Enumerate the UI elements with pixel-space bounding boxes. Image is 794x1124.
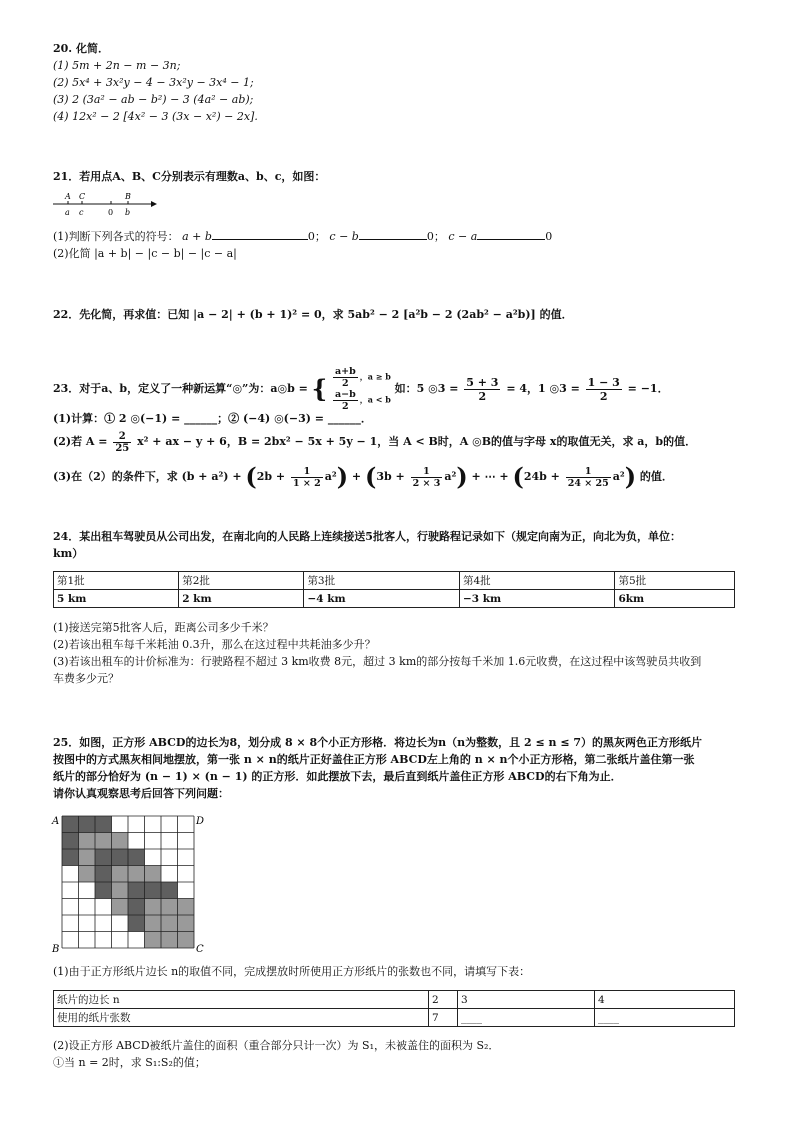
corner-label-C: C: [196, 944, 204, 955]
p3-t4-den: 24 × 25: [567, 477, 609, 489]
table-cell: 4: [595, 991, 735, 1009]
p3-t4-num: 1: [566, 466, 611, 478]
q23-part-1: (1)计算：① 2 ◎(−1) = ______；② (−4) ◎(−3) = ______．: [53, 412, 372, 425]
p3-term-3a: 3b +: [376, 470, 405, 483]
p3-term-1: (b + a²) +: [181, 470, 242, 483]
q24-intro-2: km）: [53, 547, 84, 560]
corner-label-D: D: [196, 816, 205, 827]
example1-result: = 4，1 ◎3 =: [506, 382, 580, 395]
sep-1: ；: [314, 230, 326, 243]
question-25: [53, 734, 754, 802]
q21-parts: [53, 228, 754, 262]
question-24: [53, 528, 754, 562]
p3-prefix: (3)在（2）的条件下，求: [53, 470, 178, 483]
question-20: [53, 40, 754, 125]
table-cell: 纸片的边长 n: [54, 991, 429, 1009]
question-21: [53, 168, 754, 185]
p3-term-2a: 2b +: [256, 470, 286, 483]
q21-title: 21．若用点A、B、C分别表示有理数a、b、c，如图：: [53, 170, 326, 183]
q21-expr-2: c − b: [329, 230, 359, 243]
q21-part-2: (2)化简 |a + b| − |c − b| − |c − a|: [53, 247, 237, 260]
answer-cell[interactable]: ____: [595, 1009, 735, 1027]
table-cell: 使用的纸片张数: [54, 1009, 429, 1027]
table-header-cell: 第2批: [179, 572, 304, 590]
example1-den: 2: [478, 389, 487, 403]
q20-title: 20. 化简．: [53, 42, 109, 55]
q21-expr-1: a + b: [182, 230, 212, 243]
table-cell: 7: [429, 1009, 458, 1027]
p2-frac-den: 25: [115, 442, 130, 454]
q24-part-2: (2)若该出租车每千米耗油 0.3升，那么在这过程中共耗油多少升？: [53, 638, 376, 651]
q23-intro-text: 23．对于a、b，定义了一种新运算“◎”为：a◎b =: [53, 382, 308, 395]
sep-2: ；: [433, 230, 445, 243]
p2-frac-num: 2: [113, 431, 131, 443]
q24-part-3a: (3)若该出租车的计价标准为：行驶路程不超过 3 km收费 8元，超过 3 km的部分按每千米加 1.6元收费，在这过程中该驾驶员共收到: [53, 655, 702, 668]
q24-intro-1: 24．某出租车驾驶员从公司出发，在南北向的人民路上连续接送5批客人，行驶路程记录如下（规定向南为正，向北为负，单位：: [53, 530, 681, 543]
q21-p1-prefix: (1)判断下列各式的符号：: [53, 230, 179, 243]
q23-part-2: [53, 427, 754, 457]
case2-den: 2: [342, 401, 349, 412]
q25-p1-text: (1)由于正方形纸片边长 n的取值不同，完成摆放时所使用正方形纸片的张数也不同，请填写下表：: [53, 965, 531, 978]
answer-cell[interactable]: ____: [458, 1009, 595, 1027]
q20-item-3: (3) 2 (3a² − ab − b²) − 3 (4a² − ab);: [53, 93, 254, 106]
example2-den: 2: [599, 389, 608, 403]
table-row: [54, 991, 735, 1009]
p3-t4-a2: a²: [612, 470, 625, 483]
q23-intro: [53, 366, 754, 410]
q25-part-2: [53, 1037, 754, 1071]
square-abcd-figure: [50, 812, 210, 956]
q25-line-2: 按图中的方式黑灰相间地摆放，第一张 n × n的纸片正好盖住正方形 ABCD左上角的 n × n个小正方形格，第二张纸片盖住第一张: [53, 753, 695, 766]
piecewise-cases: [331, 366, 391, 412]
zero-2: 0: [426, 230, 434, 243]
table-cell: 2 km: [179, 590, 304, 608]
brace: {: [311, 374, 328, 403]
table-cell: 6km: [615, 590, 735, 608]
table-cell: 3: [458, 991, 595, 1009]
q24-part-3b: 车费多少元？: [53, 672, 119, 685]
example-prefix: 如：5 ◎3 =: [394, 382, 459, 395]
trip-table: [53, 571, 735, 608]
point-label-B: B: [125, 192, 131, 201]
q25-p3-text: ①当 n = 2时，求 S₁:S₂的值；: [53, 1056, 206, 1069]
q21-expr-3: c − a: [448, 230, 478, 243]
q24-part-1: (1)接送完第5批客人后，距离公司多少千米？: [53, 621, 274, 634]
case1-cond: ，a ≥ b: [359, 371, 391, 382]
table-header-cell: 第3批: [304, 572, 460, 590]
p3-t2-num: 1: [291, 466, 323, 478]
p3-t2-a2: a²: [324, 470, 337, 483]
q25-line-1: 25．如图，正方形 ABCD的边长为8，划分成 8 × 8个小正方形格．将边长为n（n为整数，且 2 ≤ n ≤ 7）的黑灰两色正方形纸片: [53, 736, 703, 749]
value-label-c: c: [79, 208, 84, 217]
q22-text: 22．先化简，再求值：已知 |a − 2| + (b + 1)² = 0，求 5ab² − 2 [a²b − 2 (2ab² − a²b)] 的值．: [53, 308, 573, 321]
case2-cond: ，a < b: [359, 394, 391, 405]
paper-sheet: [145, 899, 195, 949]
table-cell: −3 km: [459, 590, 615, 608]
example2-result: = −1．: [627, 382, 669, 395]
corner-label-B: B: [52, 944, 60, 955]
p2-prefix: (2)若 A =: [53, 435, 108, 448]
example2-num: 1 − 3: [587, 375, 620, 389]
table-header-cell: 第4批: [459, 572, 615, 590]
q25-part-1: [53, 963, 754, 980]
p3-dots: + ⋯ +: [471, 470, 509, 483]
point-label-C: C: [79, 192, 86, 201]
q20-item-4: (4) 12x² − 2 [4x² − 3 (3x − x²) − 2x].: [53, 110, 258, 123]
question-22: [53, 306, 754, 323]
zero-3: 0: [545, 230, 553, 243]
q25-line-3: 纸片的部分恰好为 (n − 1) × (n − 1) 的正方形．如此摆放下去，最后直到纸片盖住正方形 ABCD的右下角为止．: [53, 770, 622, 783]
table-cell: 2: [429, 991, 458, 1009]
table-header-cell: 第5批: [615, 572, 735, 590]
q21-part-1: [53, 228, 754, 245]
answer-blank-1[interactable]: [212, 228, 308, 240]
p3-t3-den: 2 × 3: [412, 477, 441, 489]
p3-t3-a2: a²: [444, 470, 457, 483]
example1-num: 5 + 3: [466, 375, 499, 389]
corner-label-A: A: [52, 816, 60, 827]
answer-blank-3[interactable]: [477, 228, 545, 240]
question-23: [53, 366, 754, 497]
table-header-cell: 第1批: [54, 572, 179, 590]
q20-item-2: (2) 5x⁴ + 3x²y − 4 − 3x²y − 3x⁴ − 1;: [53, 76, 254, 89]
p3-term-4a: 24b +: [523, 470, 560, 483]
value-label-0: 0: [108, 208, 114, 217]
table-row: [54, 1009, 735, 1027]
case1-num: a+b: [334, 366, 356, 377]
p3-t3-num: 1: [411, 466, 443, 478]
case1-den: 2: [342, 378, 349, 389]
table-row: [54, 590, 735, 608]
table-cell: −4 km: [304, 590, 460, 608]
p3-end: 的值．: [639, 470, 673, 483]
q24-parts: [53, 619, 754, 687]
q23-part-3: (3)在（2）的条件下，求 (b + a²) + (2b + $\frac{1}{1 \times 2}$ a²) + (3b + $\frac{1}{2 \times 3}$ a²) + ⋯ + (24b + $\frac{1}{24 \times 25}$ a²) 的值．: [53, 462, 673, 491]
answer-blank-2[interactable]: [359, 228, 427, 240]
q25-line-4: 请你认真观察思考后回答下列问题：: [53, 787, 229, 800]
q25-p2-text: (2)设正方形 ABCD被纸片盖住的面积（重合部分只计一次）为 S₁，未被盖住的面积为 S₂．: [53, 1039, 500, 1052]
sheets-table: [53, 990, 735, 1027]
value-label-a: a: [65, 208, 70, 217]
table-cell: 5 km: [54, 590, 179, 608]
p2-rest: x² + ax − y + 6，B = 2bx² − 5x + 5y − 1，当 A < B时，A ◎B的值与字母 x的取值无关，求 a，b的值．: [137, 435, 697, 448]
value-label-b: b: [125, 208, 131, 217]
q20-item-1: (1) 5m + 2n − m − 3n;: [53, 59, 181, 72]
point-label-A: A: [65, 192, 71, 201]
number-line: [53, 190, 163, 218]
p3-t2-den: 1 × 2: [292, 477, 321, 489]
table-row: [54, 572, 735, 590]
zero-1: 0: [307, 230, 315, 243]
case2-num: a−b: [334, 389, 356, 400]
